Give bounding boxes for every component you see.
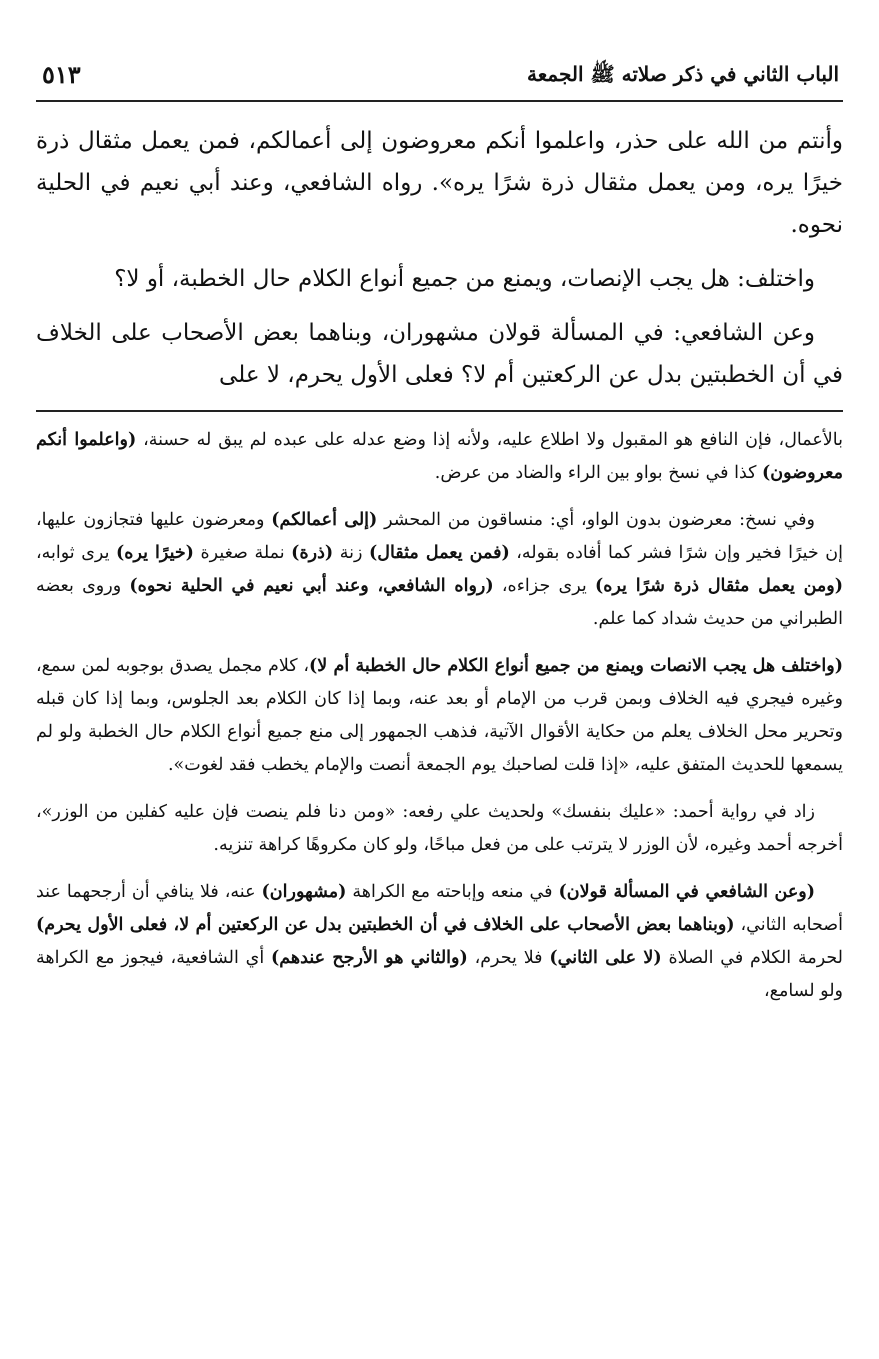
commentary-text-run: بالأعمال، فإن النافع هو المقبول ولا اطلاع عليه، ولأنه إذا وضع عدله على عبده لم يبق له حسنة، — [136, 430, 843, 450]
main-paragraph-2: واختلف: هل يجب الإنصات، ويمنع من جميع أنواع الكلام حال الخطبة، أو لا؟ — [114, 266, 815, 292]
quoted-matn: (والثاني هو الأرجح عندهم) — [271, 948, 468, 968]
quoted-matn: (إلى أعمالكم) — [271, 510, 378, 530]
commentary-text-run: كذا في نسخ بواو بين الراء والضاد من عرض. — [434, 463, 763, 483]
quoted-matn: (واختلف هل يجب الانصات ويمنع من جميع أنواع الكلام حال الخطبة أم لا) — [309, 656, 843, 676]
commentary-text — [36, 424, 843, 1008]
commentary-paragraph-3 — [36, 650, 843, 782]
commentary-text-run: يرى ثوابه، — [36, 543, 116, 563]
quoted-matn: (فمن يعمل مثقال) — [368, 543, 510, 563]
commentary-paragraph-4 — [36, 796, 843, 862]
commentary-text-run: ومعرضون عليها فتجازون عليها، إن خيرًا فخير وإن شرًا فشر كما أفاده بقوله، — [36, 510, 843, 563]
commentary-text-run: نملة صغيرة — [193, 543, 292, 563]
commentary-text-run: ، كلام مجمل يصدق بوجوبه لمن سمع، وغيره فيجري فيه الخلاف وبمن قرب من الإمام أو بعد عنه، وبما إذا كان الكلام بعد الجلوس، وبما إذا كان قبله وتحرير محل الخلاف يعلم من حكاية الأقوال الآتية، فذهب الجمهور إلى منع جميع أنواع الكلام حال الخطبة ولو لم يسمعها للحديث المتفق عليه، «إذا قلت لصاحبك يوم الجمعة أنصت والإمام يخطب فقد لغوت». — [36, 656, 843, 775]
commentary-text-run: زاد في رواية أحمد: «عليك بنفسك» ولحديث علي رفعه: «ومن دنا فلم ينصت فإن عليه كفلين من الوزر»، أخرجه أحمد وغيره، لأن الوزر لا يترتب على من فعل مباحًا، ولو كان مكروهًا كراهة تنزيه. — [36, 802, 843, 855]
commentary-divider — [36, 410, 843, 412]
commentary-text-run: يرى جزاءه، — [493, 576, 595, 596]
chapter-title: الباب الثاني في ذكر صلاته ﷺ الجمعة — [527, 62, 839, 86]
commentary-paragraph-5 — [36, 876, 843, 1008]
book-page — [36, 56, 843, 1339]
quoted-matn: (ومن يعمل مثقال ذرة شرًا يره) — [594, 576, 844, 596]
commentary-paragraph-1 — [36, 424, 843, 490]
quoted-matn: (ذرة) — [291, 543, 334, 563]
main-text — [36, 120, 843, 396]
quoted-matn: (وعن الشافعي في المسألة قولان) — [558, 882, 815, 902]
page-number: ٥١٣ — [42, 60, 81, 89]
quoted-matn: (خيرًا يره) — [116, 543, 194, 563]
main-paragraph-1: وأنتم من الله على حذر، واعلموا أنكم معروضون إلى أعمالكم، فمن يعمل مثقال ذرة خيرًا يره، ومن يعمل مثقال ذرة شرًا يره». رواه الشافعي، وعند أبي نعيم في الحلية نحوه. — [36, 128, 843, 238]
commentary-text-run: وروى بعضه الطبراني من حديث شداد كما علم. — [36, 576, 843, 629]
commentary-text-run: وفي نسخ: معرضون بدون الواو، أي: منساقون من المحشر — [377, 510, 815, 530]
commentary-paragraph-2 — [36, 504, 843, 636]
commentary-text-run: لحرمة الكلام في الصلاة — [661, 948, 843, 968]
quoted-matn: (واعلموا أنكم معروضون) — [36, 430, 843, 483]
running-header — [36, 56, 843, 102]
quoted-matn: (رواه الشافعي، وعند أبي نعيم في الحلية نحوه) — [129, 576, 494, 596]
quoted-matn: (وبناهما بعض الأصحاب على الخلاف في أن الخطبتين بدل عن الركعتين أم لا، فعلى الأول يحرم) — [36, 915, 735, 935]
quoted-matn: (مشهوران) — [261, 882, 347, 902]
quoted-matn: (لا على الثاني) — [549, 948, 662, 968]
commentary-text-run: زنة — [333, 543, 369, 563]
commentary-text-run: في منعه وإباحته مع الكراهة — [346, 882, 559, 902]
commentary-text-run: أي الشافعية، فيجوز مع الكراهة ولو لسامع، — [36, 948, 843, 1001]
main-paragraph-3: وعن الشافعي: في المسألة قولان مشهوران، وبناهما بعض الأصحاب على الخلاف في أن الخطبتين بدل عن الركعتين أم لا؟ فعلى الأول يحرم، لا على — [36, 320, 843, 388]
commentary-text-run: فلا يحرم، — [467, 948, 550, 968]
commentary-text-run: عنه، فلا ينافي أن أرجحهما عند أصحابه الثاني، — [36, 882, 843, 935]
